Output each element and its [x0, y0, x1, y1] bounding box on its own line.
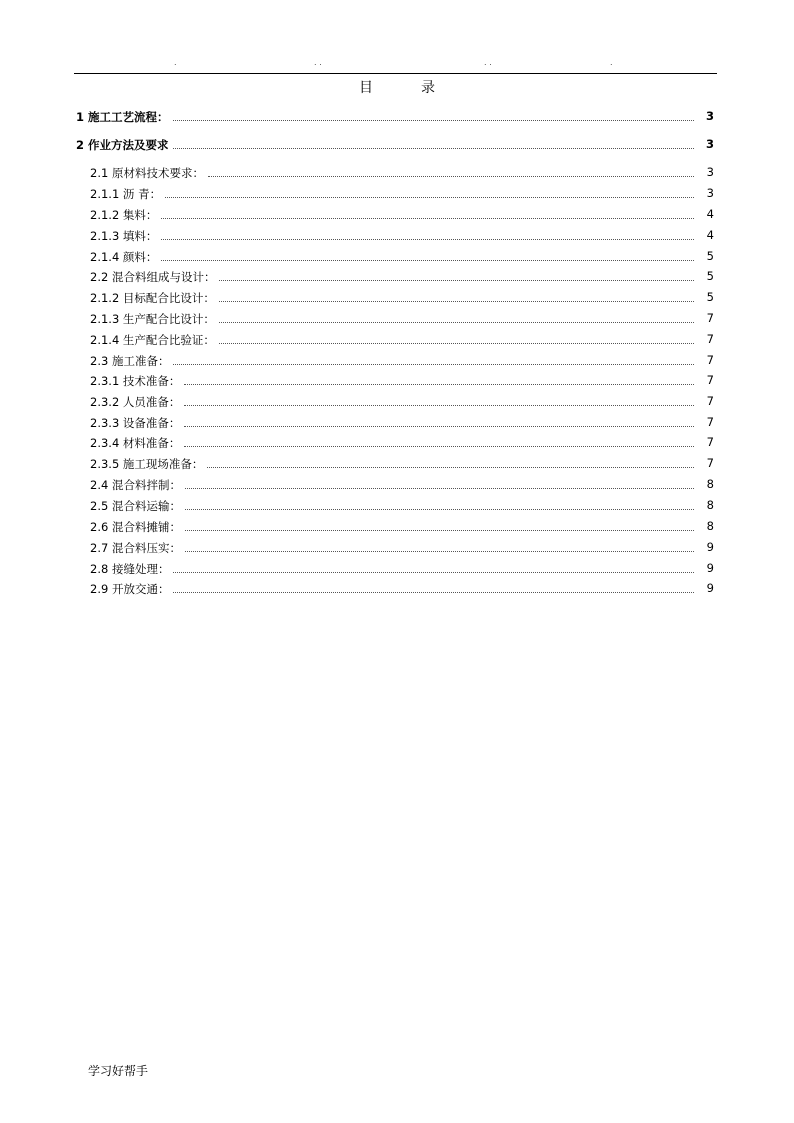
toc-entry-label: 2.3.4 材料准备： — [90, 436, 181, 450]
toc-entry-label: 2.1.4 生产配合比验证： — [90, 333, 215, 347]
toc-entry-label: 2.1 原材料技术要求： — [90, 166, 204, 180]
toc-leader-dots — [184, 394, 694, 406]
toc-entry-label: 2.5 混合料运输： — [90, 499, 181, 513]
toc-title-char: 录 — [421, 80, 435, 96]
toc-entry-page: 5 — [706, 269, 714, 283]
footer-text: 学习好帮手 — [88, 1064, 149, 1078]
toc-leader-dots — [184, 373, 694, 385]
toc-entry-page: 8 — [706, 519, 714, 533]
header-rule — [74, 73, 717, 74]
toc-entry-page: 8 — [706, 498, 714, 512]
header-dot: . — [610, 58, 613, 67]
toc-entry-label: 2.1.2 目标配合比设计： — [90, 291, 215, 305]
toc-leader-dots — [207, 456, 694, 468]
toc-entry[interactable] — [0, 353, 794, 369]
toc-entry-page: 9 — [706, 540, 714, 554]
toc-entry-label: 2.4 混合料拌制： — [90, 478, 181, 492]
toc-entry[interactable] — [0, 498, 794, 514]
header-dot: . — [174, 58, 177, 67]
toc-entry-page: 4 — [706, 228, 714, 242]
header-dot: . . — [484, 58, 492, 67]
toc-entry[interactable] — [0, 373, 794, 389]
toc-entry[interactable] — [0, 207, 794, 223]
toc-entry[interactable] — [0, 394, 794, 410]
toc-leader-dots — [161, 228, 694, 240]
header-dot: . . — [314, 58, 322, 67]
toc-entry-page: 9 — [706, 561, 714, 575]
toc-leader-dots — [173, 137, 694, 149]
toc-entry[interactable] — [0, 332, 794, 348]
toc-leader-dots — [185, 498, 694, 510]
toc-entry-page: 5 — [706, 290, 714, 304]
toc-entry-label: 2.1.1 沥 青： — [90, 187, 162, 201]
toc-title — [0, 77, 794, 97]
toc-leader-dots — [165, 186, 694, 198]
toc-entry-page: 3 — [706, 186, 714, 200]
toc-leader-dots — [219, 332, 694, 344]
toc-entry-label: 1 施工工艺流程： — [76, 110, 169, 124]
toc-leader-dots — [173, 581, 694, 593]
toc-leader-dots — [185, 519, 694, 531]
toc-entry[interactable] — [0, 540, 794, 556]
toc-entry-label: 2.1.2 集料： — [90, 208, 158, 222]
header-dots — [74, 58, 717, 70]
toc-entry[interactable] — [0, 165, 794, 181]
toc-entry-label: 2.3.1 技术准备： — [90, 374, 181, 388]
toc-entry[interactable] — [0, 249, 794, 265]
toc-entry[interactable] — [0, 109, 794, 125]
toc-entry-label: 2.3 施工准备： — [90, 354, 170, 368]
toc-entry[interactable] — [0, 456, 794, 472]
toc-entry-label: 2 作业方法及要求 — [76, 138, 169, 152]
toc-entry[interactable] — [0, 228, 794, 244]
toc-entry[interactable] — [0, 477, 794, 493]
toc-entry-page: 3 — [706, 165, 714, 179]
toc-entry-page: 8 — [706, 477, 714, 491]
toc-leader-dots — [184, 415, 694, 427]
toc-entry[interactable] — [0, 137, 794, 153]
toc-entry-label: 2.9 开放交通： — [90, 582, 170, 596]
toc-entry-label: 2.1.3 填料： — [90, 229, 158, 243]
toc-leader-dots — [219, 290, 694, 302]
toc-entry-label: 2.3.3 设备准备： — [90, 416, 181, 430]
toc-entry-page: 3 — [705, 137, 714, 151]
toc-leader-dots — [219, 269, 694, 281]
toc-entry-label: 2.2 混合料组成与设计： — [90, 270, 216, 284]
toc-entry-label: 2.7 混合料压实： — [90, 541, 181, 555]
toc-entry-label: 2.1.4 颜料： — [90, 250, 158, 264]
toc-leader-dots — [161, 207, 694, 219]
toc-entry-page: 9 — [706, 581, 714, 595]
toc-title-char: 目 — [359, 80, 373, 96]
toc-entry[interactable] — [0, 581, 794, 597]
toc-entry-page: 7 — [706, 435, 714, 449]
toc-entry[interactable] — [0, 415, 794, 431]
toc-entry-page: 3 — [705, 109, 714, 123]
toc-leader-dots — [173, 353, 694, 365]
toc-entry-page: 7 — [706, 415, 714, 429]
toc-entry-page: 7 — [706, 332, 714, 346]
toc-leader-dots — [185, 540, 694, 552]
toc-entry[interactable] — [0, 561, 794, 577]
toc-entry-label: 2.3.2 人员准备： — [90, 395, 181, 409]
toc-leader-dots — [219, 311, 694, 323]
toc-entry[interactable] — [0, 519, 794, 535]
toc-leader-dots — [185, 477, 694, 489]
toc-leader-dots — [173, 561, 694, 573]
toc-entry-page: 7 — [706, 456, 714, 470]
toc-entry[interactable] — [0, 269, 794, 285]
toc-entry[interactable] — [0, 186, 794, 202]
toc-entry[interactable] — [0, 435, 794, 451]
toc-leader-dots — [173, 109, 694, 121]
toc-entry-label: 2.8 接缝处理： — [90, 562, 170, 576]
toc-entry[interactable] — [0, 290, 794, 306]
toc-entry[interactable] — [0, 311, 794, 327]
toc-entry-page: 7 — [706, 373, 714, 387]
toc-entry-page: 7 — [706, 394, 714, 408]
toc-entry-page: 7 — [706, 311, 714, 325]
toc-entry-label: 2.6 混合料摊铺： — [90, 520, 181, 534]
toc-leader-dots — [208, 165, 694, 177]
toc-entry-label: 2.1.3 生产配合比设计： — [90, 312, 215, 326]
toc-entry-page: 5 — [706, 249, 714, 263]
toc-leader-dots — [184, 435, 694, 447]
toc-entry-page: 7 — [706, 353, 714, 367]
toc-entry-page: 4 — [706, 207, 714, 221]
toc-entry-label: 2.3.5 施工现场准备： — [90, 457, 204, 471]
toc-leader-dots — [161, 249, 694, 261]
